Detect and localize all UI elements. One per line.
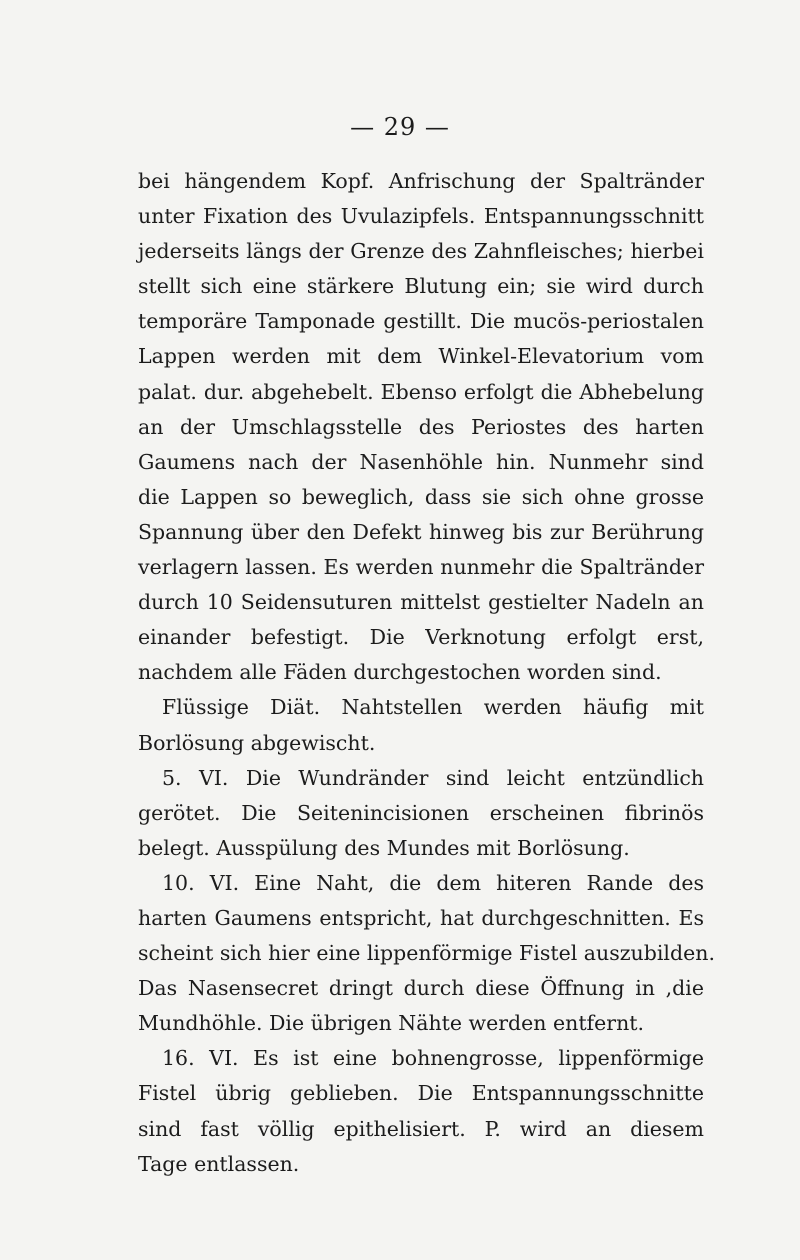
text-line: Lappen werden mit dem Winkel-Elevatorium vom	[138, 344, 704, 369]
text-line: Spannung über den Defekt hinweg bis zur Berührung	[138, 519, 704, 544]
text-line: bei hängendem Kopf. Anfrischung der Spaltränder	[138, 169, 704, 193]
text-line: an der Umschlagsstelle des Periostes des harten	[138, 414, 704, 439]
text-line: belegt. Ausspülung des Mundes mit Borlösung.	[138, 835, 630, 860]
text-line: Flüssige Diät. Nahtstellen werden häufig mit	[162, 695, 704, 720]
text-line: die Lappen so beweglich, dass sie sich ohne grosse	[138, 484, 704, 509]
text-line: Borlösung abgewischt.	[138, 730, 376, 755]
text-line: palat. dur. abgehebelt. Ebenso erfolgt die Abhebelung	[138, 379, 704, 404]
text-line: temporäre Tamponade gestillt. Die mucös-periostalen	[138, 309, 704, 334]
page-number: — 29 —	[350, 113, 450, 141]
text-line: stellt sich eine stärkere Blutung ein; sie wird durch	[138, 274, 704, 299]
text-line: sind fast völlig epithelisiert. P. wird an diesem	[138, 1116, 704, 1141]
text-line: 5. VI. Die Wundränder sind leicht entzündlich	[162, 765, 704, 790]
text-line: scheint sich hier eine lippenförmige Fistel auszubilden.	[138, 941, 715, 966]
text-line: harten Gaumens entspricht, hat durchgeschnitten. Es	[138, 905, 704, 930]
text-line: unter Fixation des Uvulazipfels. Entspannungsschnitt	[138, 204, 704, 229]
text-line: verlagern lassen. Es werden nunmehr die Spaltränder	[138, 555, 704, 580]
text-line: Fistel übrig geblieben. Die Entspannungsschnitte	[138, 1081, 704, 1106]
text-line: Gaumens nach der Nasenhöhle hin. Nunmehr sind	[138, 449, 704, 474]
text-line: gerötet. Die Seitenincisionen erscheinen fibrinös	[138, 800, 704, 825]
text-line: durch 10 Seidensuturen mittelst gestielter Nadeln an	[138, 590, 704, 615]
text-line: 16. VI. Es ist eine bohnengrosse, lippenförmige	[162, 1046, 704, 1071]
text-line: Mundhöhle. Die übrigen Nähte werden entfernt.	[138, 1011, 645, 1036]
text-line: Das Nasensecret dringt durch diese Öffnung in ,die	[138, 976, 704, 1001]
text-line: Tage entlassen.	[138, 1151, 300, 1176]
text-line: 10. VI. Eine Naht, die dem hiteren Rande des	[162, 870, 704, 895]
text-line: einander befestigt. Die Verknotung erfolgt erst,	[138, 625, 704, 650]
body-text	[138, 164, 715, 1182]
text-line: nachdem alle Fäden durchgestochen worden sind.	[138, 660, 662, 685]
text-line: jederseits längs der Grenze des Zahnfleisches; hierbei	[138, 239, 704, 264]
